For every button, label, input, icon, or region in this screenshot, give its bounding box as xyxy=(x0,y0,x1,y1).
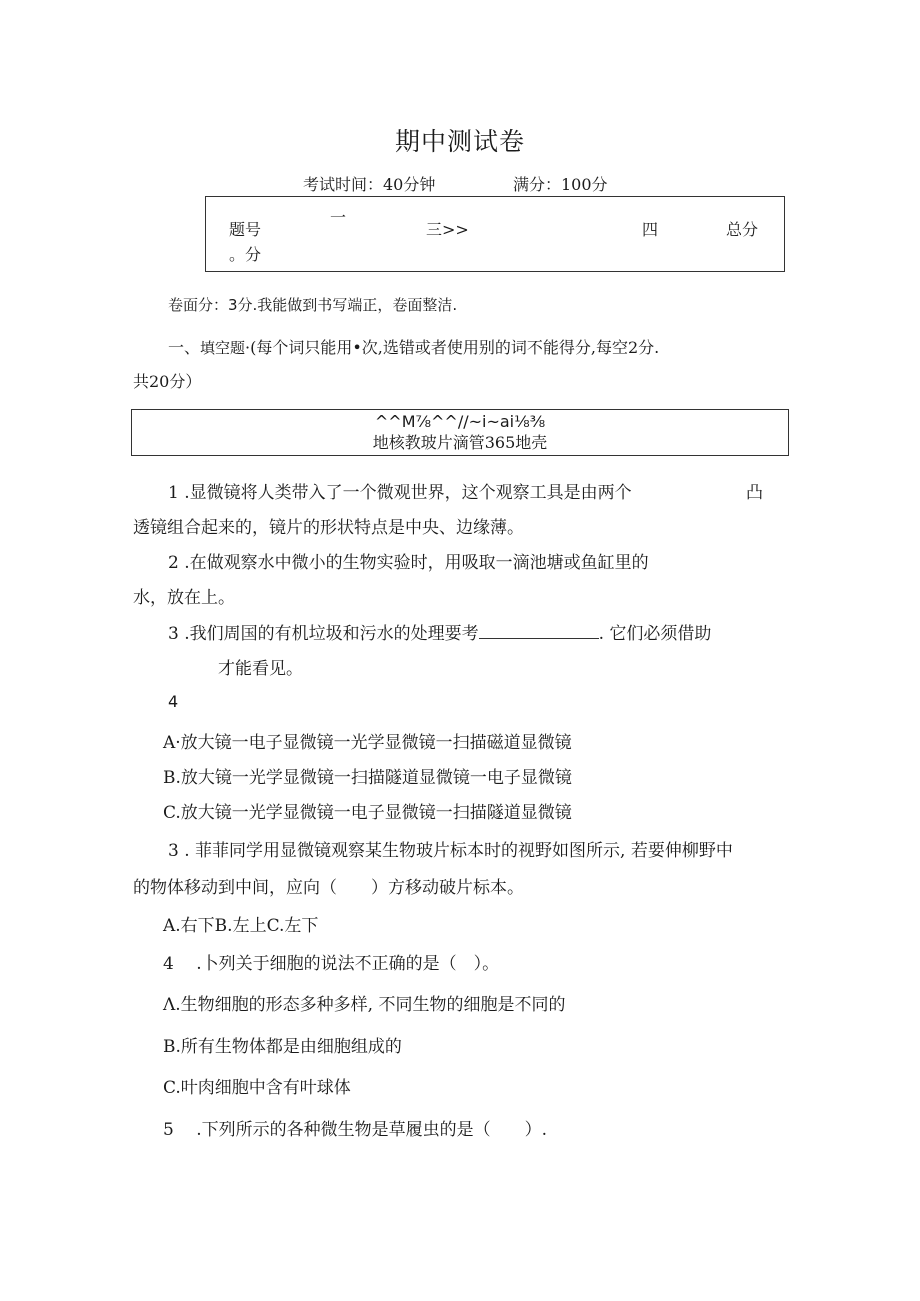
section1-heading-text: ·(每个词只能用•次,选错或者使用别的词不能得分,每空2分. xyxy=(245,338,660,357)
score-table-header-total: 总分 xyxy=(726,220,759,239)
question-1-line2: 透镜组合起来的，镜片的形状特点是中央、边缘薄。 xyxy=(133,518,524,538)
full-score: 满分：100分 xyxy=(513,175,608,194)
word-bank-line1: ^^M⅞^^//~i~ai⅛⅜ xyxy=(374,412,546,431)
question-3-answer-blank[interactable] xyxy=(479,624,599,639)
question-2-line1: 2 .在做观察水中微小的生物实验时，用吸取一滴池塘或鱼缸里的 xyxy=(168,553,649,573)
question-3-text-b: . 它们必须借助 xyxy=(598,624,712,644)
question-5-line1: 3 . 菲菲同学用显微镜观察某生物玻片标本时的视野如图所示, 若要伸柳野中 xyxy=(168,841,733,861)
question-2-line2: 水，放在上。 xyxy=(133,588,235,608)
question-7-line: 5 .下列所示的各种微生物是草履虫的是（ ）. xyxy=(163,1120,548,1140)
word-bank-line2: 地核教玻片滴管365地壳 xyxy=(372,433,548,452)
question-1-line1: 1 .显微镜将人类带入了一个微观世界，这个观察工具是由两个 xyxy=(168,483,632,503)
question-1-fill: 凸 xyxy=(746,483,763,503)
section1-heading-line2: 共20分） xyxy=(133,372,202,391)
question-6-option-c[interactable]: C.叶肉细胞中含有叶球体 xyxy=(163,1078,351,1098)
question-6-option-a[interactable]: Λ.生物细胞的形态多种多样, 不同生物的细胞是不同的 xyxy=(163,995,566,1015)
question-4-option-c[interactable]: C.放大镜一光学显微镜一电子显微镜一扫描隧道显微镜 xyxy=(163,803,572,823)
score-table-header-four: 四 xyxy=(642,220,659,239)
question-4-number: 4 xyxy=(168,692,179,711)
question-3-text-a: 3 .我们周国的有机垃圾和污水的处理要考 xyxy=(168,624,479,644)
score-table-row-score-label: 。分 xyxy=(229,245,262,264)
question-5-line2: 的物体移动到中间，应向（ ）方移动破片标本。 xyxy=(133,878,524,898)
question-6-line: 4 .卜列关于细胞的说法不正确的是（ ）。 xyxy=(163,954,500,974)
section1-heading xyxy=(168,335,659,358)
section1-heading-prefix: 一、 xyxy=(168,338,201,357)
neatness-note: 卷面分：3分.我能做到书写端正，卷面整洁. xyxy=(168,296,458,314)
section1-heading-label: 填空题 xyxy=(200,339,246,357)
page-title: 期中测试卷 xyxy=(394,127,525,156)
word-bank-box xyxy=(131,409,789,456)
question-4-option-a[interactable]: A·放大镜一电子显微镜一光学显微镜一扫描磁道显微镜 xyxy=(163,733,572,753)
score-table-header-three: 三>> xyxy=(426,220,469,239)
score-table-header-question-no: 题号 xyxy=(229,220,262,239)
question-3-line2: 才能看见。 xyxy=(218,659,303,679)
score-table xyxy=(205,196,785,272)
question-5-options[interactable]: A.右下B.左上C.左下 xyxy=(163,916,319,936)
exam-time: 考试时间：40分钟 xyxy=(303,175,436,194)
question-6-option-b[interactable]: B.所有生物体都是由细胞组成的 xyxy=(163,1037,402,1057)
question-3-line1 xyxy=(168,619,711,644)
score-table-header-one: 一 xyxy=(330,208,347,227)
question-4-option-b[interactable]: B.放大镜一光学显微镜一扫描隧道显微镜一电子显微镜 xyxy=(163,768,572,788)
